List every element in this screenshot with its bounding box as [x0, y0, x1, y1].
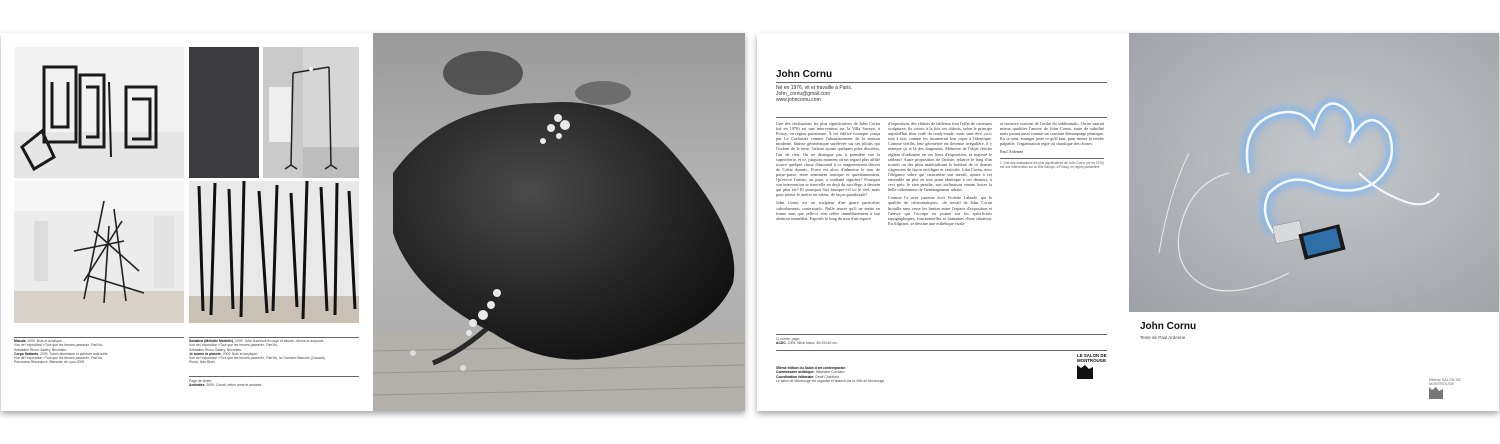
bio-website: www.johncornu.com — [776, 97, 821, 104]
caption-left-page — [776, 337, 838, 346]
salon-logo — [1077, 353, 1111, 384]
salon-logo-icon — [1077, 365, 1093, 379]
caption-title: Corps flottants — [14, 351, 39, 356]
caption-text: , 2009. Tubes aluminium et peinture antirouille. — [38, 351, 109, 356]
caption-line: Sébastien Ricou Gallery, Bruxelles. — [189, 347, 242, 352]
credit-edition: 55ème édition du Salon d'art contemporain — [776, 366, 846, 370]
caption-title: Antimites — [189, 383, 205, 388]
salon-logo-text: LE SALON DE MONTROUGE — [1077, 353, 1107, 363]
caption-col-2 — [189, 339, 361, 365]
caption-right-page — [189, 379, 361, 388]
corner-logo-icon — [1429, 387, 1443, 399]
title-rule — [776, 82, 1107, 83]
caption-line — [189, 383, 361, 387]
right-spread — [757, 33, 1499, 411]
caption-rule-3 — [189, 376, 359, 377]
essay-column-3 — [1000, 121, 1104, 317]
caption-line: Sébastien Ricou Gallery, Bruxelles. — [14, 347, 67, 352]
rods-drawing — [14, 181, 184, 323]
caption-line: Panorama Résonance, Biennale de Lyon 2009. — [14, 360, 86, 365]
caption-line — [776, 341, 838, 345]
photo-frames-sculpture — [14, 47, 184, 178]
caption-title: Je tourne la planète — [189, 351, 221, 356]
essay-paragraph: et invasive souvent de l'ordre du subliminal». On ne saurait mieux qualifier l'œuvre de John Cornu, toute de subtilité mais jouant aussi comme un constant démarquage plastique. En ce sens, étranger juste ce qu'il faut, pour mieux la rendre palpable, l'organisation régie ou chaotique des choses. — [1000, 121, 1104, 147]
lamp-drawing — [263, 47, 359, 178]
page-label: Page de droite: — [189, 379, 212, 383]
bio-email: John_cornu@gmail.com — [776, 91, 830, 98]
credit-label: Commissaire artistique: — [776, 370, 815, 375]
caption-line: Vue de l'exposition «Tout que les heures passent», Part'As, — [189, 343, 279, 348]
left-spread — [1, 33, 745, 411]
text-top-rule — [776, 117, 1107, 118]
essay-signature: Paul Ardenne — [1000, 149, 1024, 155]
caption-text: , 2009. Bois et acrylique. — [220, 351, 258, 356]
bio-line: Né en 1976, vit et travaille à Paris. — [776, 85, 853, 91]
caption-line: Vue de l'exposition «Tout que les heures passent», Part'As, — [14, 343, 104, 348]
caption-text: , 2009. Néon blanc, 30×20×40 cm. — [785, 341, 838, 346]
credit-value: Geoff Charbons — [814, 374, 840, 379]
caption-text: , 2009. Cobalt, béton armé et amiante. — [204, 383, 263, 388]
credit-funding: Le salon de Montrouge est organisé et financé par la Ville de Montrouge — [776, 378, 885, 383]
credits-rule — [776, 350, 1107, 351]
photo-subtitle: Texte de Paul Ardenne — [1140, 335, 1186, 340]
credit-label: Coordination éditoriale: — [776, 374, 815, 379]
essay-column-1 — [776, 121, 880, 317]
photo-neon-installation — [1129, 33, 1499, 312]
essay-paragraph: Une des réalisations les plus significatives de John Cornu (né en 1976) est une intervention sur la Villa Savoye, à Poissy, en région parisienne. À cet édifice iconique conçu par Le Corbusier comme l'aboutissement de la maison moderne, bâtisse géométrique surélevée sur ses pilotis qui l'isolent de la terre, l'artiste ajoute quelques piles discrètes, l'air de rien. On ne distingue pas à première vue la supercherie, et ce, jusqu'au moment où un regard plus affûté trouve quelque chose d'anormal à ce réagencement discret de l'«état donné». Force est alors d'admettre le tour de passe-passe, entre sentiment ironique et questionnement. Qu'est-ce l'artiste, au juste, a souhaité signifier? Pourquoi son intervention se tient-elle en deçà du sacrilège, à dessein qui plus est? Et pourquoi l'art brusque-t-il ici le réel, mais pour mieux le mettre en valeur, de façon paradoxale? — [776, 121, 880, 198]
artist-name: John Cornu — [776, 69, 833, 80]
essay-paragraph: d'exposition, des châssis de tableaux font l'effet de curieuses sculptures: ils «sont» à la fois ces châssis, selon le principe aujourd'hui bien rodé du ready-made, mais sans être «ici» tout à fait, comme les incarnerait leur copie à l'identique. Comme vieillis, leur géométrie est devenue irrégulière, il y manque çà et là des fragments. Mémoire de l'objet fétiche réglant d'ordinaire en ces lieux d'exposition, sa majesté le tableau? Autre proposition de l'artiste, relative le long d'un trottoir ou des plots matérialisant la bordure de ce dernier s'agencent de façon rectiligne et verticale. John Cornu, avec l'élégance sobre qui caractérise son travail, ajoute à cet ensemble un plot en tout point identique à ces derniers, à ceci près: le sien penche, son inclinaison venant briser la belle ordonnance de l'aménagement urbain. — [888, 121, 992, 193]
caption-rule — [776, 334, 1107, 335]
photo-title: John Cornu — [1140, 321, 1197, 332]
caption-text: , 2009. Tube fluorescent rouge et allumé, micros et ampoule. — [233, 339, 325, 343]
caption-title: Sonatine (Mélodie Mortelle) — [189, 339, 234, 343]
caption-title: ACDC — [776, 341, 786, 346]
photo-lamp-installation — [263, 47, 359, 178]
essay-paragraph: Comme l'a avec justesse écrit Violette Laburle, qui le qualifie de «rhizomatique», «le travail de John Cornu brouille sans cesse les limites entre l'espace d'exposition et l'œuvre qui l'occupe en jouant sur les spécificités topographiques, fonctionnelles et humaines d'une situation. En filigrane, se dessine une esthétique virale — [888, 195, 992, 226]
corner-logo-text: 55ème SALON DE MONTROUGE — [1429, 378, 1461, 387]
corner-logo — [1429, 378, 1469, 404]
photo-black-rock-sculpture — [373, 33, 745, 411]
artist-bio — [776, 85, 852, 104]
bars-drawing — [189, 181, 359, 323]
caption-line: Photo: Ivan Binet — [189, 360, 215, 365]
caption-rule-2 — [189, 337, 359, 338]
neon-drawing — [1129, 33, 1499, 312]
footnote-rule — [1000, 158, 1104, 159]
caption-title: Macula — [14, 339, 26, 343]
footnote: 1. Une des réalisations les plus significatives de John Cornu (né en 1976) est une intervention sur la Villa Savoye, à Poissy, en région parisienne. — [1000, 160, 1104, 169]
caption-text: , 2009. Bois et acrylique. — [25, 339, 63, 343]
rock-drawing — [373, 33, 745, 411]
credit-value: Stéphane Corréard — [814, 370, 845, 375]
essay-paragraph: John Cornu est un sculpteur d'un genre particulier «absolument» contextuel». Nulle œuvre qu'il ne mette en forme sans que celle-ci n'en réfère immédiatement à son alentour immédiat. Exposés le long du mur d'un espace — [776, 200, 880, 221]
photo-vertical-bars — [189, 181, 359, 323]
photo-floating-rods — [14, 181, 184, 323]
essay-column-2 — [888, 121, 992, 317]
caption-line: Vue de l'exposition «Tout que les heures passent», Part'As, — [14, 356, 104, 361]
gray-panel — [189, 47, 259, 178]
credits-block — [776, 366, 1046, 383]
caption-rule-1 — [14, 337, 184, 338]
caption-line: Vue de l'exposition «Tout que les heures passent», Part'As, la Chambre Blanche (Canada), — [189, 356, 326, 361]
frames-drawing — [14, 47, 184, 178]
page-label: Ci-contre, page: — [776, 337, 801, 341]
caption-col-1 — [14, 339, 186, 365]
